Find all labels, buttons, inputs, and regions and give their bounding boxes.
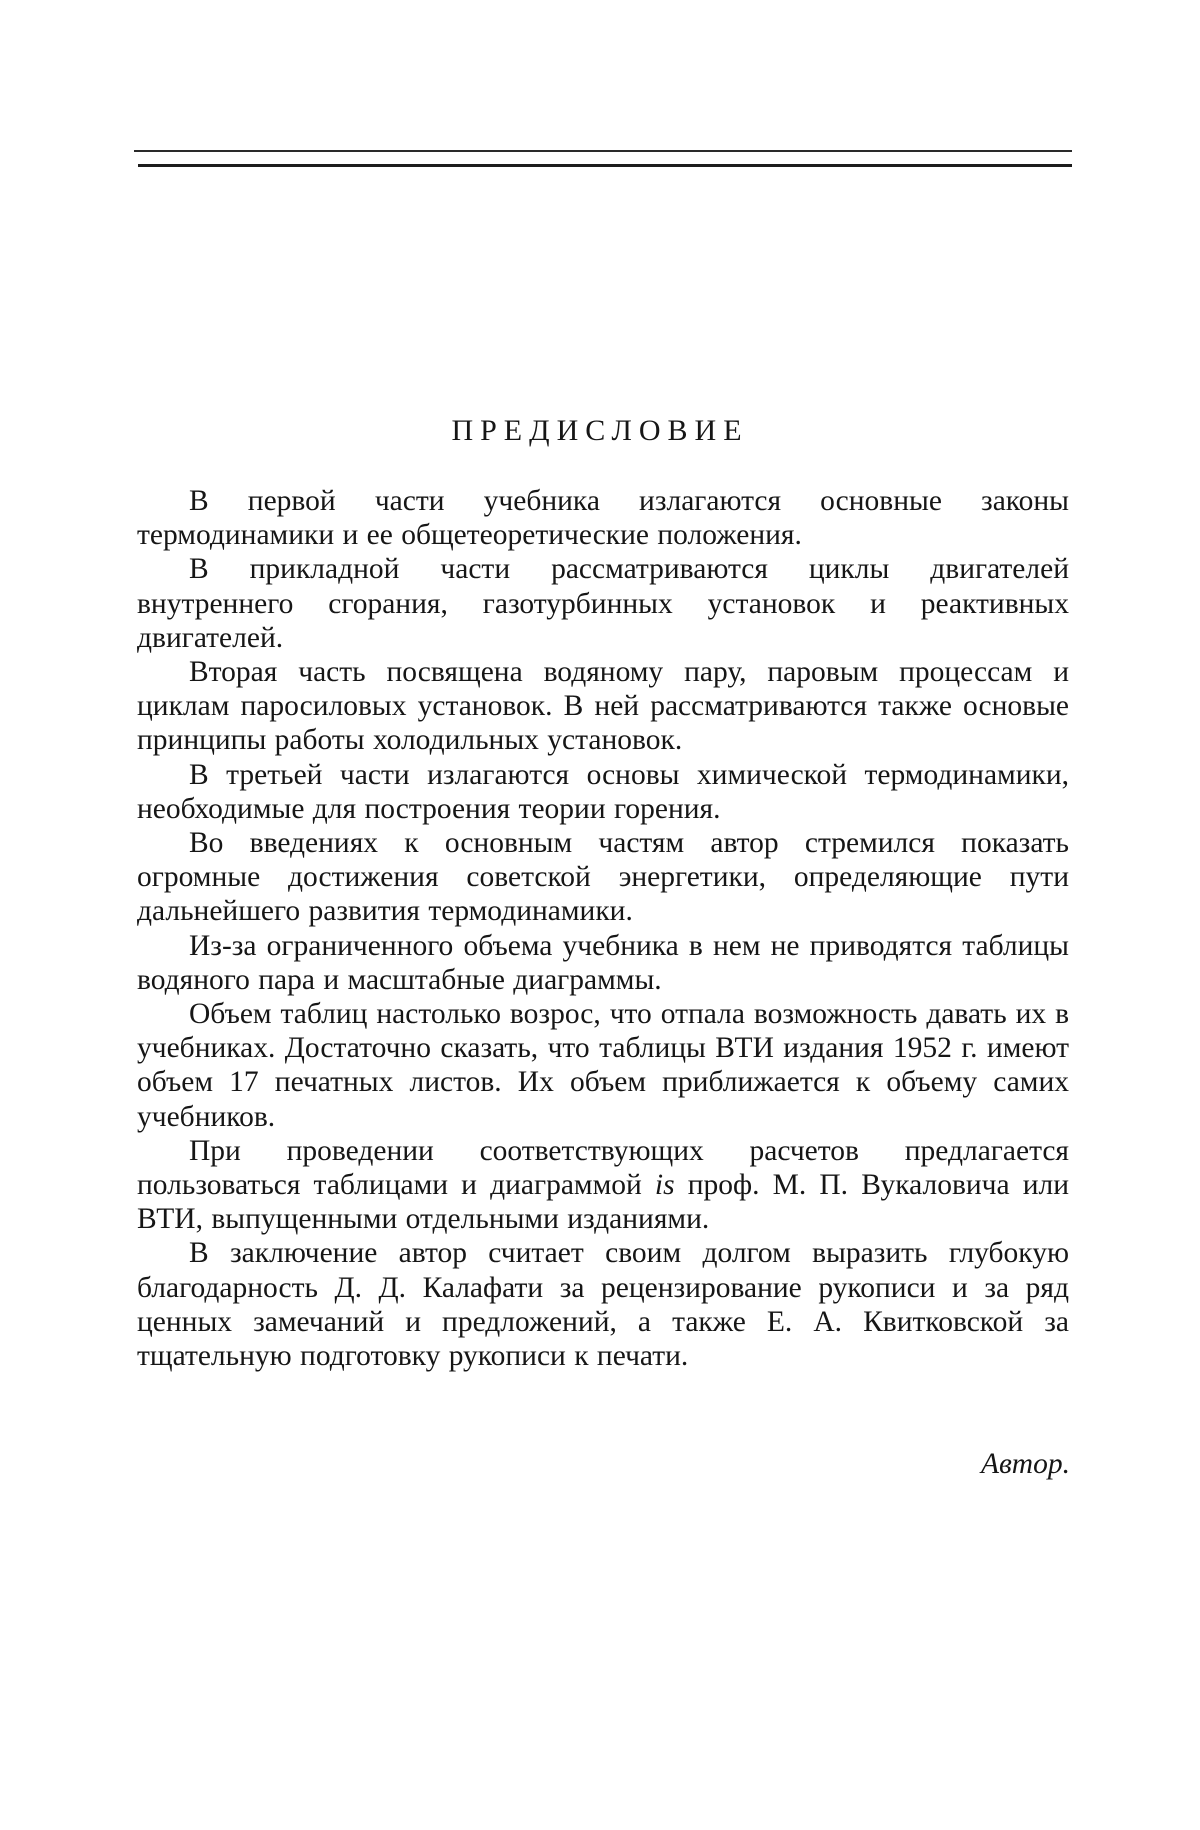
paragraph-5: Во введениях к основным частям автор стремился показать огромные достижения советской энергетики, определяющие пути дальнейшего развития термодинамики. bbox=[137, 827, 1069, 928]
paragraph-8-before: При проведении соответствующих расчетов предлагается пользоваться таблицами и диаграммой bbox=[137, 1134, 1069, 1202]
top-rule bbox=[134, 150, 1072, 152]
paragraph-8 bbox=[137, 1134, 1069, 1237]
paragraph-9: В заключение автор считает своим долгом выразить глубокую благодарность Д. Д. Калафати за рецензирование рукописи и за ряд ценных замечаний и предложений, а также Е. А. Квитковской за тщательную подготовку рукописи к печати. bbox=[137, 1237, 1069, 1373]
bottom-rule bbox=[138, 164, 1072, 167]
author-signature: Автор. bbox=[980, 1448, 1070, 1480]
preface-body bbox=[137, 484, 1069, 1373]
paragraph-7: Объем таблиц настолько возрос, что отпала возможность давать их в учебниках. Достаточно сказать, что таблицы ВТИ издания 1952 г. имеют объем 17 печатных листов. Их объем приближается к объему самих учебников. bbox=[137, 998, 1069, 1133]
paragraph-2: В прикладной части рассматриваются циклы двигателей внутреннего сгорания, газотурбинных установок и реактивных двигателей. bbox=[137, 553, 1069, 654]
paragraph-1: В первой части учебника излагаются основные законы термодинамики и ее общетеоретические положения. bbox=[137, 485, 1069, 552]
paragraph-8-after: проф. М. П. Вукаловича или ВТИ, выпущенными отдельными изданиями. bbox=[137, 1169, 1070, 1236]
paragraph-4: В третьей части излагаются основы химической термодинамики, необходимые для построения теории горения. bbox=[137, 758, 1069, 825]
is-diagram-label: is bbox=[654, 1169, 675, 1202]
paragraph-3: Вторая часть посвящена водяному пару, паровым процессам и циклам паросиловых установок. В ней рассматриваются также основые принципы работы холодильных установок. bbox=[137, 656, 1069, 757]
page-title: ПРЕДИСЛОВИЕ bbox=[451, 414, 749, 447]
paragraph-6: Из-за ограниченного объема учебника в нем не приводятся таблицы водяного пара и масштабные диаграммы. bbox=[137, 929, 1069, 996]
